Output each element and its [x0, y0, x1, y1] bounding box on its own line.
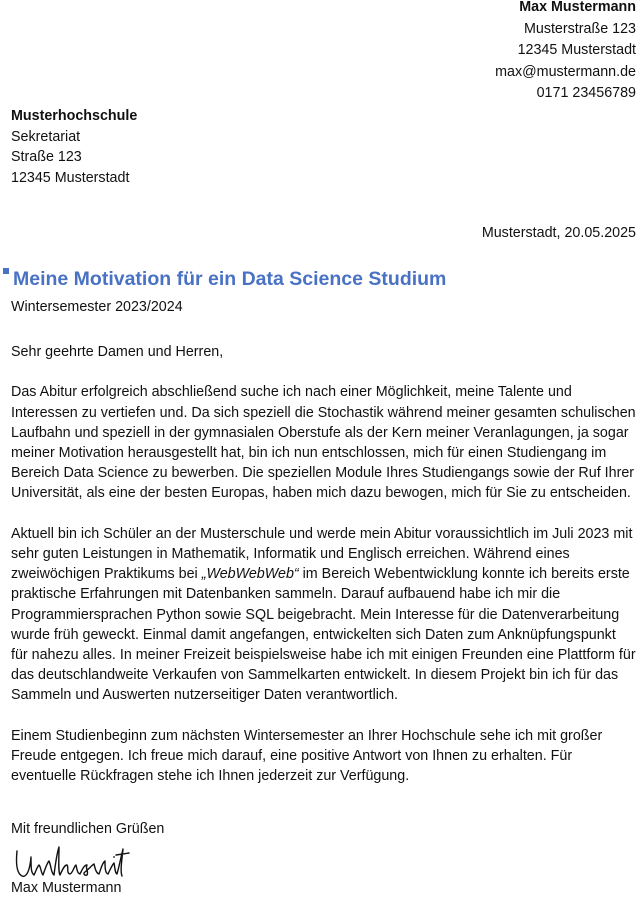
handwritten-signature — [13, 843, 133, 883]
recipient-street: Straße 123 — [11, 149, 82, 165]
heading-marker — [3, 268, 9, 274]
letter-date: Musterstadt, 20.05.2025 — [481, 225, 636, 241]
paragraph-1: Das Abitur erfolgreich abschließend suche ich nach einer Möglichkeit, meine Talente und Interessen zu vertiefen und. Da sich speziell die Stochastik während meiner gesamten schulischen Laufbahn und speziell in der gymnasialen Oberstufe als der Kern meiner Veranlagungen, ja sogar meiner Motivation herausgestellt hat, bin ich nun entschlossen, mich für einen Studiengang im Bereich Data Science zu bewerben. Die speziellen Module Ihres Studiengangs sowie der Ruf Ihrer Universität, als eine der besten Europas, haben mich dazu bewogen, mich für Sie zu entscheiden. — [11, 384, 636, 502]
company-name: „WebWebWeb“ — [201, 566, 299, 583]
paragraph-3: Einem Studienbeginn zum nächsten Wintersemester an Ihrer Hochschule sehe ich mit großer Freude entgegen. Ich freue mich darauf, eine positive Antwort von Ihnen zu erhalten. Für eventuelle Rückfragen stehe ich Ihnen jederzeit zur Verfügung. — [11, 727, 603, 785]
sender-street: Musterstraße 123 — [523, 20, 636, 37]
closing: Mit freundlichen Grüßen — [11, 821, 165, 837]
paragraph-2 — [11, 524, 636, 706]
paragraph-2-before: Aktuell bin ich Schüler an der Musterschule und werde mein Abitur voraussichtlich im Juli 2023 mit sehr guten Leistungen in Mathematik, Informatik und Englisch erreichen. Während eines zweiwöchigen Praktikums bei — [11, 525, 633, 583]
salutation: Sehr geehrte Damen und Herren, — [11, 344, 224, 360]
sender-phone: 0171 23456789 — [536, 85, 636, 101]
letter-title: Meine Motivation für ein Data Science Studium — [13, 268, 447, 290]
sender-email: max@mustermann.de — [495, 63, 636, 80]
recipient-department: Sekretariat — [11, 128, 81, 145]
paragraph-2-after: im Bereich Webentwicklung konnte ich bereits erste praktische Erfahrungen mit Datenbanken sammeln. Darauf aufbauend habe ich mir die Programmiersprachen Python sowie SQL beigebracht. Mein Interesse für die Datenverarbeitung wurde früh geweckt. Einmal damit angefangen, entwickelten sich Daten zum Anknüpfungspunkt für nahezu alles. In meiner Freizeit beispielsweise habe ich mit einigen Freunden eine Plattform für das deutschlandweite Verkaufen von Sammelkarten entwickelt. In diesem Projekt bin ich für das Sammeln und Auswerten nutzerseitiger Daten verantwortlich. — [11, 566, 636, 704]
recipient-organization: Musterhochschule — [11, 108, 138, 124]
sender-block — [495, 0, 636, 105]
recipient-block — [11, 106, 137, 188]
sender-city: 12345 Musterstadt — [517, 42, 636, 58]
letter-subtitle: Wintersemester 2023/2024 — [11, 299, 183, 315]
recipient-city: 12345 Musterstadt — [11, 169, 130, 186]
signer-name: Max Mustermann — [11, 880, 122, 896]
letter-body — [11, 342, 636, 807]
sender-name: Max Mustermann — [519, 0, 636, 15]
